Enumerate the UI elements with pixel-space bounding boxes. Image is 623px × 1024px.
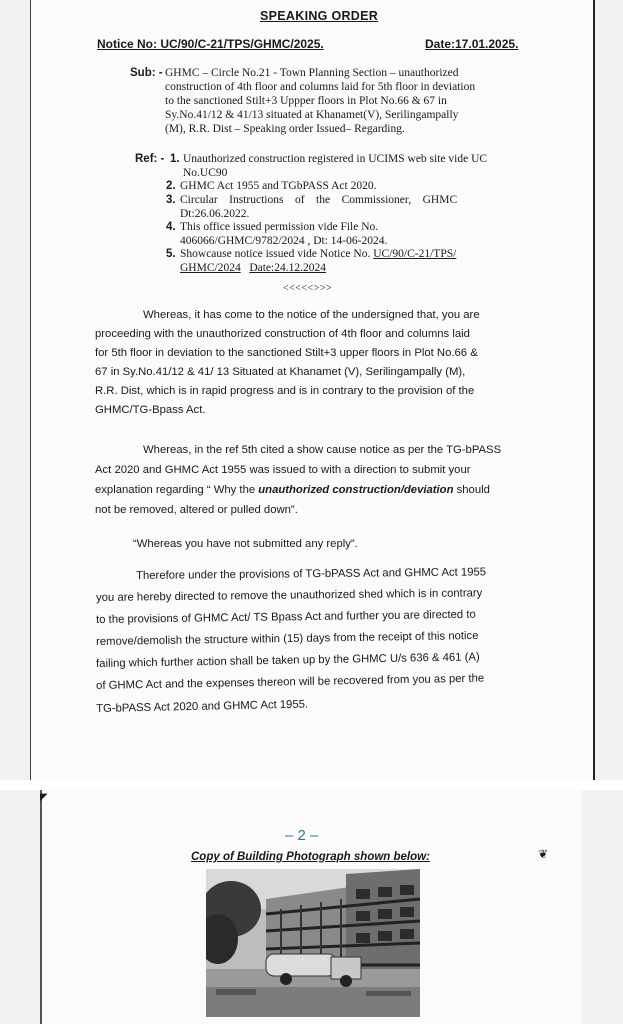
reference-text: Dt:26.06.2022.: [180, 208, 250, 220]
emphasis-text: unauthorized construction/deviation: [258, 484, 454, 496]
paragraph-line: Whereas, in the ref 5th cited a show cause notice as per the TG-bPASS: [143, 444, 502, 456]
paragraph-line: for 5th floor in deviation to the sanctioned Stilt+3 upper floors in Plot No.66 &: [95, 347, 478, 359]
notice-number: Notice No: UC/90/C-21/TPS/GHMC/2025.: [97, 37, 324, 51]
paragraph-line: R.R. Dist, which is in rapid progress and is in contrary to the provision of the: [95, 385, 475, 397]
building-photograph: [206, 869, 420, 1017]
paragraph-line: you are hereby directed to remove the unauthorized shed which is in contrary: [96, 587, 483, 604]
subject-label: Sub: -: [130, 67, 163, 79]
reference-notice-link: UC/90/C-21/TPS/: [373, 248, 457, 260]
paragraph-line: proceeding with the unauthorized construction of 4th floor and columns laid: [95, 328, 470, 340]
paragraph-line: TG-bPASS Act 2020 and GHMC Act 1955.: [96, 698, 309, 715]
paragraph-line: not be removed, altered or pulled down”.: [95, 504, 298, 516]
photo-caption: Copy of Building Photograph shown below:: [191, 851, 430, 863]
paragraph-line: Whereas, it has come to the notice of the undersigned that, you are: [143, 309, 480, 321]
reference-number: 3.: [166, 194, 176, 206]
reference-text: [180, 248, 456, 260]
paragraph-line: [95, 484, 490, 496]
reference-text: This office issued permission vide File No.: [180, 221, 379, 233]
paragraph-line: Act 2020 and GHMC Act 1955 was issued to with a direction to submit your: [95, 464, 471, 476]
reference-number: 1.: [170, 153, 180, 165]
paragraph-line: GHMC/TG-Bpass Act.: [95, 404, 206, 416]
page-gap: [0, 780, 623, 790]
reference-text: [180, 262, 326, 274]
reference-number: 5.: [166, 248, 176, 260]
subject-line: GHMC – Circle No.21 - Town Planning Section – unauthorized: [165, 67, 459, 79]
paragraph-line: 67 in Sy.No.41/12 & 41/ 13 Situated at Khanamet (V), Serilingampally (M),: [95, 366, 466, 378]
text-span: should: [453, 484, 490, 496]
reference-text-part: Showcause notice issued vide Notice No.: [180, 248, 374, 260]
subject-line: construction of 4th floor and columns laid for 5th floor in deviation: [165, 81, 476, 93]
paragraph-line: remove/demolish the structure within (15) days from the receipt of this notice: [96, 629, 479, 648]
reference-text: No.UC90: [183, 167, 228, 179]
reference-text: Unauthorized construction registered in UCIMS web site vide UC: [183, 153, 488, 165]
subject-line: to the sanctioned Stilt+3 Uppper floors in Plot No.66 & 67 in: [165, 95, 447, 107]
reference-notice-link: GHMC/2024: [180, 262, 241, 274]
reference-text: 406066/GHMC/9782/2024 , Dt: 14-06-2024.: [180, 235, 388, 247]
reference-text: GHMC Act 1955 and TGbPASS Act 2020.: [180, 180, 377, 192]
page-number: – 2 –: [285, 827, 319, 844]
paragraph-line: Therefore under the provisions of TG-bPASS Act and GHMC Act 1955: [136, 566, 487, 582]
reference-number: 4.: [166, 221, 176, 233]
paragraph-line: “Whereas you have not submitted any reply”.: [133, 538, 358, 550]
pin-mark-icon: ❦: [538, 847, 549, 861]
reference-text: Circular Instructions of the Commissioner, GHMC: [180, 194, 458, 206]
paragraph-line: failing which further action shall be taken up by the GHMC U/s 636 & 461 (A): [96, 651, 480, 670]
corner-mark-icon: ◤: [40, 792, 48, 803]
separator: <<<<<>>>: [283, 283, 333, 294]
subject-line: (M), R.R. Dist – Speaking order Issued– Regarding.: [165, 123, 405, 135]
text-span: explanation regarding “ Why the: [95, 484, 259, 496]
reference-number: 2.: [166, 180, 176, 192]
subject-line: Sy.No.41/12 & 41/13 situated at Khanamet(V), Serilingampally: [165, 109, 459, 121]
notice-date: Date:17.01.2025.: [425, 37, 519, 51]
paragraph-line: of GHMC Act and the expenses thereon will be recovered from you as per the: [96, 672, 485, 692]
document-title: SPEAKING ORDER: [260, 9, 379, 23]
paragraph-line: to the provisions of GHMC Act/ TS Bpass Act and further you are directed to: [96, 608, 476, 626]
reference-notice-date: Date:24.12.2024: [249, 262, 326, 274]
reference-label: Ref: -: [135, 153, 165, 165]
